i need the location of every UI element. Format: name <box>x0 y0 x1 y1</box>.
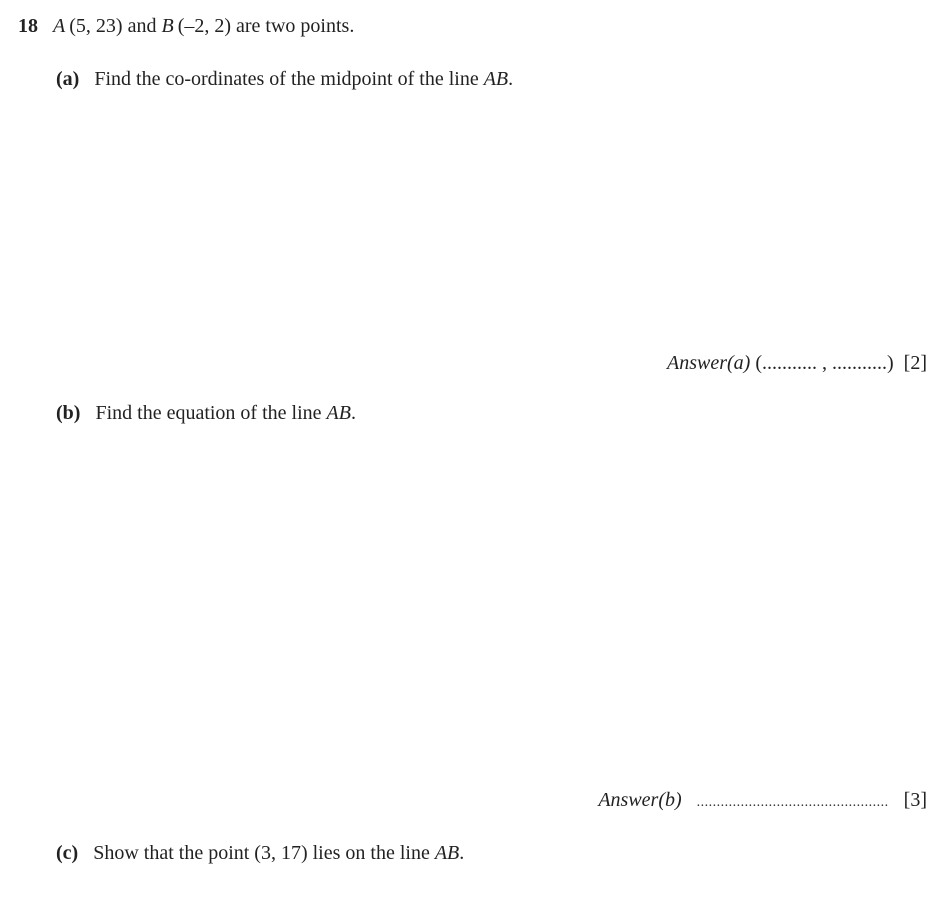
part-a-label: (a) <box>56 68 80 90</box>
part-c-text: Show that the point (3, 17) lies on the line <box>93 842 430 864</box>
stem-and: and <box>127 15 157 37</box>
point-b-coords: (–2, 2) <box>177 15 232 37</box>
part-a-end: . <box>508 68 514 90</box>
answer-a-blank[interactable]: (........... , ...........) <box>755 352 894 374</box>
part-c-var: AB <box>434 842 460 864</box>
part-b-text: Find the equation of the line <box>95 402 322 424</box>
part-a-text: Find the co-ordinates of the midpoint of the line <box>94 68 479 90</box>
stem-tail: are two points. <box>236 15 355 37</box>
part-b-prompt <box>56 401 356 425</box>
point-a-label: A <box>53 15 66 37</box>
part-a-prompt <box>56 67 513 91</box>
answer-a-line <box>667 351 927 375</box>
point-b-label: B <box>161 15 174 37</box>
answer-b-line <box>598 788 927 815</box>
answer-a-marks: [2] <box>903 352 927 374</box>
answer-a-label: Answer(a) <box>667 352 751 374</box>
part-b-label: (b) <box>56 402 81 424</box>
part-c-prompt <box>56 841 464 865</box>
question-number: 18 <box>18 15 38 37</box>
question-stem <box>18 14 354 38</box>
part-c-label: (c) <box>56 842 79 864</box>
part-a-var: AB <box>483 68 509 90</box>
part-b-var: AB <box>326 402 351 424</box>
answer-b-marks: [3] <box>903 789 927 811</box>
point-a-coords: (5, 23) <box>69 15 123 37</box>
answer-b-blank[interactable]: ................................................ <box>696 795 889 810</box>
part-b-end: . <box>350 402 356 424</box>
part-c-end: . <box>459 842 465 864</box>
answer-b-label: Answer(b) <box>598 789 682 811</box>
